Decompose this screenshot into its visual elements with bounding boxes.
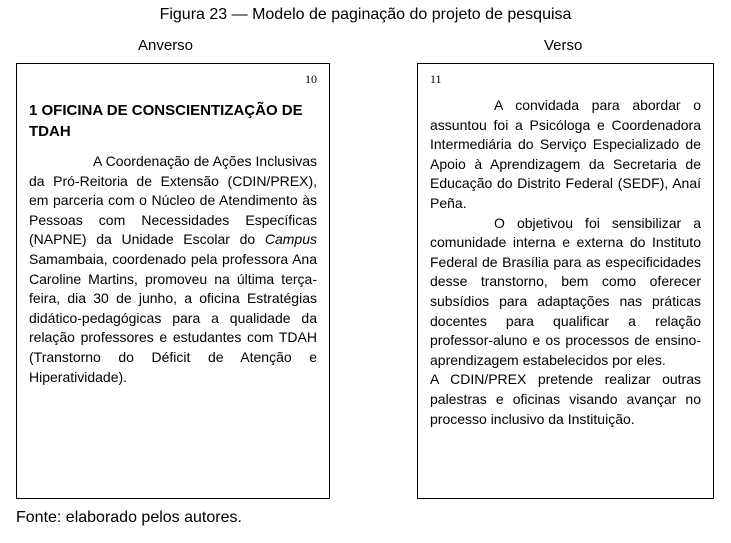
figure-caption: Figura 23 — Modelo de paginação do projeto de pesquisa [159, 6, 572, 23]
anverso-paragraph [29, 152, 317, 387]
section-heading: 1 OFICINA DE CONSCIENTIZAÇÃO DE TDAH [29, 102, 303, 140]
paragraph-text: A Coordenação de Ações Inclusivas da Pró-Reitoria de Extensão (CDIN/PREX), em parceria com o Núcleo de Atendimento às Pessoas com Necessidades Específicas (NAPNE) da Unidade Escolar do [29, 153, 317, 248]
anverso-page-number: 10 [305, 72, 317, 86]
verso-paragraph-3: A CDIN/PREX pretende realizar outras palestras e oficinas visando avançar no processo inclusivo da Instituição. [430, 371, 701, 427]
verso-paragraph-2: O objetivou foi sensibilizar a comunidade interna e externa do Instituto Federal de Brasília para as especificidades desse transtorno, bem como oferecer subsídios para adaptações nas práticas docentes para qualificar a relação professor-aluno e os processos de ensino-aprendizagem estabelecidos por eles. [430, 214, 701, 368]
verso-body [430, 96, 701, 429]
anverso-body [29, 152, 317, 387]
campus-word: Campus [264, 231, 317, 248]
anverso-label: Anverso [138, 37, 194, 54]
verso-page-number: 11 [430, 72, 442, 86]
anverso-page [16, 63, 330, 499]
verso-page [417, 63, 714, 499]
verso-label: Verso [544, 37, 583, 54]
paragraph-text: Samambaia, coordenado pela professora Ana Caroline Martins, promoveu na última terça-feira, dia 30 de junho, a oficina Estratégias didático-pedagógicas para a qualidade da relação professores e estudantes com TDAH (Transtorno do Déficit de Atenção e Hiperatividade). [29, 250, 317, 385]
verso-paragraph-1: A convidada para abordar o assuntou foi a Psicóloga e Coordenadora Intermediária do Serviço Especializado de Apoio à Aprendizagem da Secretaria de Educação do Distrito Federal (SEDF), Anaí Peña. [430, 97, 701, 211]
figure-source: Fonte: elaborado pelos autores. [16, 509, 242, 526]
